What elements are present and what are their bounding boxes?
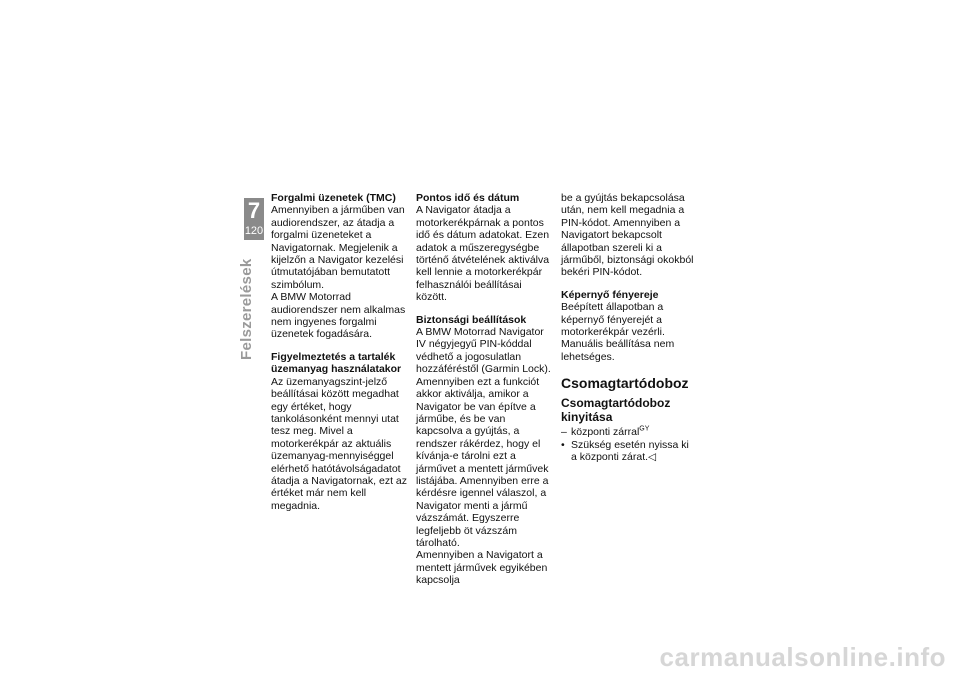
end-mark-icon: ◁ bbox=[648, 451, 657, 464]
column-1 bbox=[271, 192, 407, 512]
list-item-bullet bbox=[561, 439, 697, 464]
section-title-topcase: Csomagtartódoboz bbox=[561, 375, 689, 392]
page-number: 120 bbox=[244, 225, 264, 237]
chapter-number: 7 bbox=[247, 198, 261, 223]
paragraph-security-2: Amennyiben a Navigatort a mentett járművek egyikében kapcsolja bbox=[416, 549, 548, 587]
equipment-superscript: GY bbox=[639, 425, 650, 433]
paragraph-fuel-warning: Az üzemanyagszint-jelző beállításai között megadhat egy értéket, hogy tankolásonként mennyi utat tesz meg. Mivel a motorkerékpár az aktuális üzemanyag-mennyiséggel elérhető hatótávolságadatot átadja a Navigatornak, ezt az értéket már nem kell megadnia. bbox=[271, 375, 407, 512]
heading-tmc: Forgalmi üzenetek (TMC) bbox=[271, 192, 396, 204]
heading-brightness: Képernyő fényereje bbox=[561, 288, 659, 301]
paragraph-time-date: A Navigator átadja a motorkerékpárnak a pontos idő és dátum adatokat. Ezen adatok a műszeregységbe történő átvételének aktiválva kell lennie a motorkerékpár felhasználói beállításai között. bbox=[416, 204, 550, 304]
heading-time-date: Pontos idő és dátum bbox=[416, 192, 520, 204]
paragraph-security-1: A BMW Motorrad Navigator IV négyjegyű PIN-kóddal védhető a jogosulatlan hozzáféréstől (Garmin Lock). Amennyiben ezt a funkciót akkor aktiválja, amikor a Navigator be van építve a járműbe, és be van kapcsolva a gyújtás, a rendszer rákérdez, hogy el kívánja-e tárolni ezt a járművet a mentett járművek listájába. Amennyiben erre a kérdésre igennel válaszol, a Navigator menti a jármű vázszámát. Egyszerre legfeljebb öt vázszám tárolható. bbox=[416, 326, 551, 549]
heading-security: Biztonsági beállítások bbox=[416, 313, 527, 326]
heading-fuel-warning: Figyelmeztetés a tartalék üzemanyag használatakor bbox=[271, 350, 402, 376]
column-2 bbox=[416, 192, 552, 587]
heading-topcase-open: Csomagtartódoboz kinyitása bbox=[561, 396, 671, 424]
paragraph-security-cont: be a gyújtás bekapcsolása után, nem kell megadnia a PIN-kódot. Amennyiben a Navigatort bekapcsolt állapotban szereli ki a járműből, biztonsági okokból bekéri PIN-kódot. bbox=[561, 192, 694, 279]
column-3 bbox=[561, 192, 697, 464]
bullet-item-text: Szükség esetén nyissa ki a központi zárat. bbox=[571, 438, 689, 464]
paragraph-brightness: Beépített állapotban a képernyő fényerejét a motorkerékpár vezérli. Manuális beállítása nem lehetséges. bbox=[561, 301, 675, 363]
chapter-title: Felszerelések bbox=[238, 258, 255, 360]
dash-item-text: központi zárral bbox=[571, 426, 640, 439]
watermark: carmanualsonline.info bbox=[659, 642, 946, 672]
bullet-marker: • bbox=[561, 438, 565, 451]
paragraph-tmc-1: Amennyiben a járműben van audiorendszer, az átadja a forgalmi üzeneteket a Navigatornak. Megjelenik a kijelzőn a Navigator kezelési útmutatójában bemutatott szimbólum. bbox=[271, 204, 405, 291]
dash-marker: – bbox=[561, 426, 567, 439]
paragraph-tmc-2: A BMW Motorrad audiorendszer nem alkalmas nem ingyenes forgalmi üzenetek fogadására. bbox=[271, 291, 406, 341]
list-item-dash bbox=[561, 426, 697, 438]
topcase-steps bbox=[561, 426, 697, 463]
